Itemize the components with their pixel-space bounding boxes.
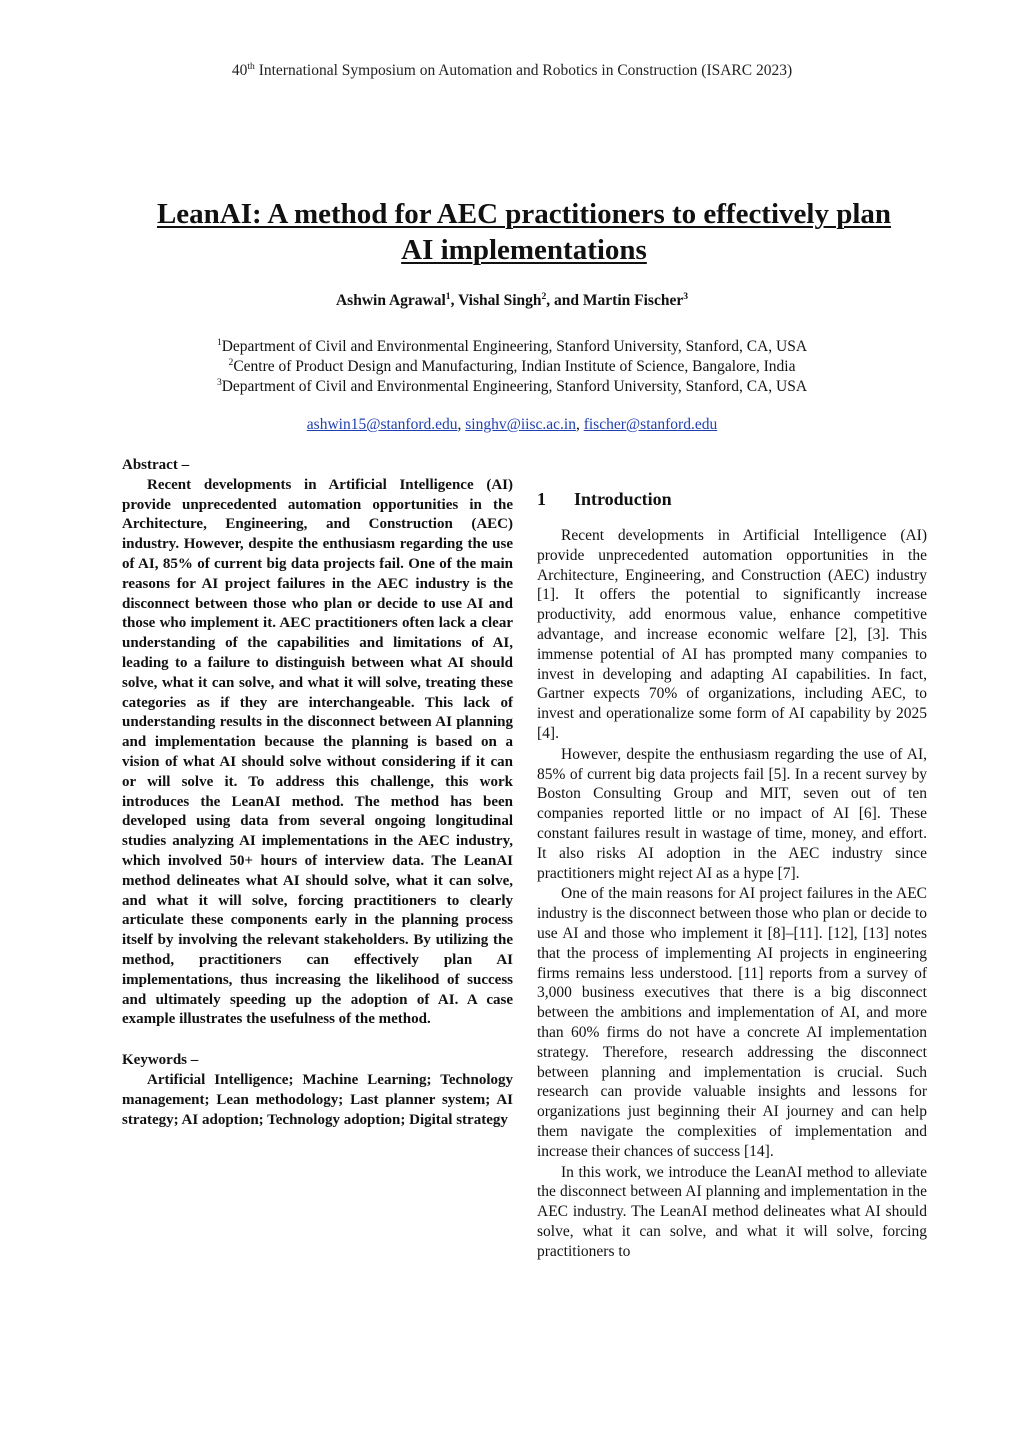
affiliation-mark: 1	[216, 336, 222, 348]
email-link[interactable]: ashwin15@stanford.edu	[306, 416, 458, 433]
affiliation	[0, 377, 1024, 397]
paragraph: However, despite the enthusiasm regarding the use of AI, 85% of current big data projects fail [5]. In a recent survey by Boston Consulting Group and MIT, seven out of ten companies reported little or no impact of AI [6]. These constant failures result in wastage of time, money, and effort. It also risks AI adoption in the AEC industry since practitioners might reject AI as a hype [7].	[537, 745, 927, 882]
affiliation-text: Department of Civil and Environmental Engineering, Stanford University, Stanford, CA, USA	[221, 378, 808, 395]
conference-header	[0, 62, 1024, 80]
affiliation-mark: 3	[216, 376, 222, 388]
section-title: Introduction	[574, 489, 672, 509]
affiliation	[0, 357, 1024, 377]
right-column	[537, 488, 927, 1262]
paper-title	[100, 196, 948, 268]
author-affiliation-mark: 1	[445, 290, 451, 302]
author-list	[0, 292, 1024, 310]
conference-name: International Symposium on Automation and Robotics in Construction (ISARC 2023)	[254, 62, 793, 79]
section-heading	[537, 488, 927, 510]
title-line-1: LeanAI: A method for AEC practitioners to effectively plan	[156, 198, 892, 230]
email-separator: ,	[575, 416, 584, 433]
affiliation-mark: 2	[228, 356, 234, 368]
keywords-text: Artificial Intelligence; Machine Learning; Technology management; Lean methodology; Last planner system; AI strategy; AI adoption; Technology adoption; Digital strategy	[122, 1071, 513, 1128]
keywords-label: Keywords –	[122, 1052, 199, 1069]
abstract-label: Abstract –	[122, 457, 190, 473]
section-number: 1	[537, 489, 546, 509]
email-list	[0, 416, 1024, 434]
author-separator: , and	[546, 292, 583, 309]
conference-ordinal: th	[247, 60, 255, 72]
affiliation	[0, 337, 1024, 357]
abstract-text: Recent developments in Artificial Intelligence (AI) provide unprecedented automation opportunities in the Architecture, Engineering, and Construction (AEC) industry. However, despite the enthusiasm regarding the use of AI, 85% of current big data projects fail. One of the main reasons for AI project failures in the AEC industry is the disconnect between those who plan or decide to use AI and those who implement it. AEC practitioners often lack a clear understanding of the capabilities and limitations of AI, leading to a failure to distinguish between what AI should solve, what it can solve, and what it will solve, treating these categories as if they are interchangeable. This lack of understanding results in the disconnect between AI planning and implementation because the planning is based on a vision of what AI should solve without considering if it can or will solve it. To address this challenge, this work introduces the LeanAI method. The method has been developed using data from several ongoing longitudinal studies analyzing AI implementations in the AEC industry, which involved 50+ hours of interview data. The LeanAI method delineates what AI should solve, what it can solve, and what it will solve, forcing practitioners to clearly articulate these components early in the planning process itself by involving the relevant stakeholders. By utilizing the method, practitioners can effectively plan AI implementations, thus increasing the likelihood of success and ultimately speeding up the adoption of AI. A case example illustrates the usefulness of the method.	[122, 476, 513, 1028]
affiliation-text: Department of Civil and Environmental Engineering, Stanford University, Stanford, CA, USA	[221, 338, 808, 355]
email-link[interactable]: singhv@iisc.ac.in	[465, 416, 576, 433]
conference-number: 40	[231, 62, 248, 79]
left-column	[122, 456, 513, 1130]
affiliation-text: Centre of Product Design and Manufacturing, Indian Institute of Science, Bangalore, India	[233, 358, 796, 375]
author-name: Vishal Singh	[458, 292, 542, 309]
author-name: Ashwin Agrawal	[335, 292, 446, 309]
author-affiliation-mark: 3	[683, 290, 689, 302]
email-link[interactable]: fischer@stanford.edu	[583, 416, 718, 433]
paragraph: One of the main reasons for AI project failures in the AEC industry is the disconnect between those who plan or decide to use AI and those who implement it [8]–[11]. [12], [13] notes that the process of implementing AI projects in engineering firms remains less understood. [11] reports from a survey of 3,000 business executives that there is a big disconnect between the ambitions and implementation of AI, and more than 60% firms do not have a concrete AI implementation strategy. Therefore, research addressing the disconnect between planning and implementation is crucial. Such research can provide valuable insights and lessons for organizations just beginning their AI journey and can help them navigate the complexities of implementation and increase their chances of success [14].	[537, 885, 927, 1160]
author-affiliation-mark: 2	[541, 290, 547, 302]
title-line-2: AI implementations	[401, 234, 647, 266]
author-name: Martin Fischer	[582, 292, 684, 309]
paragraph: In this work, we introduce the LeanAI method to alleviate the disconnect between AI planning and implementation in the AEC industry. The LeanAI method delineates what AI should solve, what it can solve, and what it will solve, forcing practitioners to	[537, 1163, 927, 1260]
affiliation-list	[0, 337, 1024, 397]
email-separator: ,	[457, 416, 466, 433]
author-separator: ,	[450, 292, 459, 309]
paragraph: Recent developments in Artificial Intelligence (AI) provide unprecedented automation opportunities in the Architecture, Engineering, and Construction (AEC) industry [1]. It offers the potential to significantly increase productivity, add enormous value, enhance competitive advantage, and increase economic welfare [2], [3]. This immense potential of AI has prompted many companies to invest in developing and adapting AI capabilities. In fact, Gartner expects 70% of organizations, including AEC, to invest and operationalize some form of AI capability by 2025 [4].	[537, 527, 927, 742]
